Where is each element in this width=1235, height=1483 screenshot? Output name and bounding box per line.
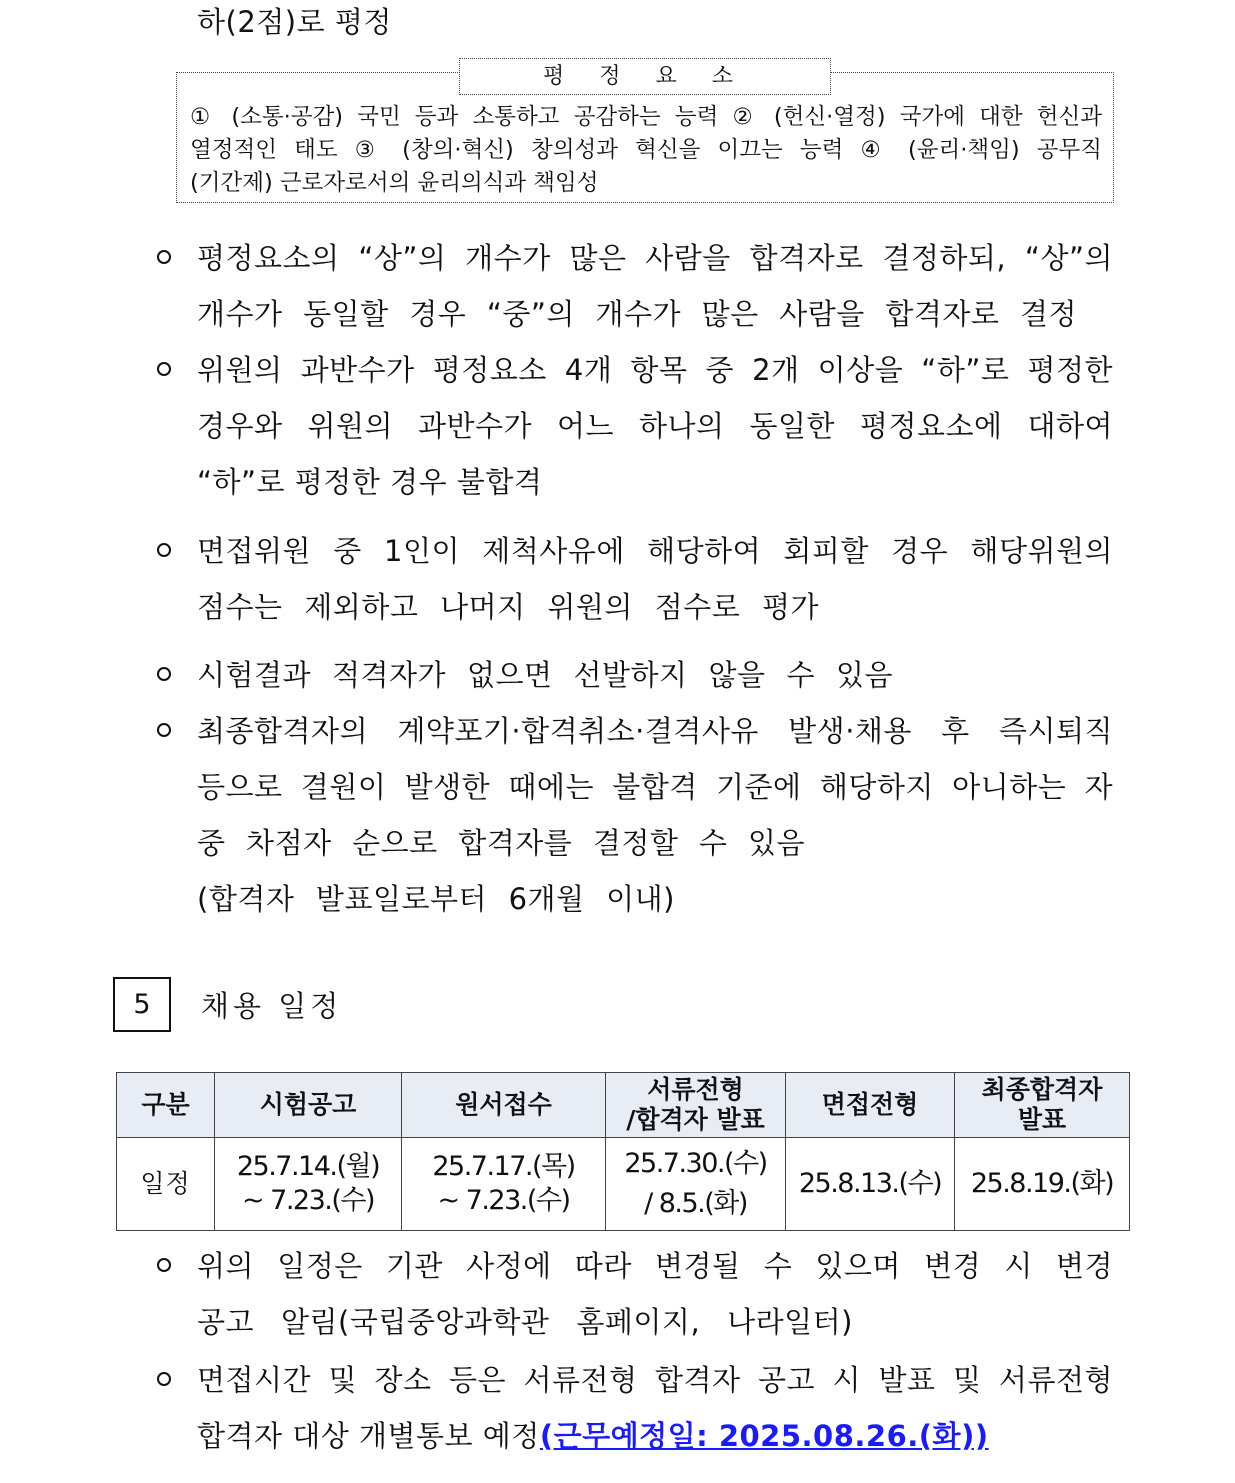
- table-header-cell: 시험공고: [215, 1073, 402, 1138]
- criteria-line: (기간제) 근로자로서의 윤리의식과 책임성: [190, 170, 599, 196]
- rule-text: “하”로 평정한 경우 불합격: [197, 465, 543, 499]
- note-text: 합격자 대상 개별통보 예정: [197, 1419, 540, 1453]
- table-cell: 25.8.13.(수): [786, 1138, 955, 1231]
- note-line: [197, 1414, 989, 1455]
- bullet-circle-icon: [157, 667, 171, 681]
- rule-text: 평정요소의 “상”의 개수가 많은 사람을 합격자로 결정하되, “상”의: [197, 241, 1113, 275]
- table-header-cell: 최종합격자 발표: [955, 1073, 1130, 1138]
- rule-text: 중 차점자 순으로 합격자를 결정할 수 있음: [197, 826, 805, 860]
- note-text: 위의 일정은 기관 사정에 따라 변경될 수 있으며 변경 시 변경: [197, 1249, 1113, 1283]
- rule-text: 최종합격자의 계약포기·합격취소·결격사유 발생·채용 후 즉시퇴직: [197, 714, 1113, 748]
- rule-text: 점수는 제외하고 나머지 위원의 점수로 평가: [197, 590, 819, 624]
- criteria-box-title: 평 정 요 소: [459, 58, 831, 95]
- rule-text: 면접위원 중 1인이 제척사유에 해당하여 회피할 경우 해당위원의: [197, 534, 1113, 568]
- bullet-circle-icon: [157, 543, 171, 557]
- table-header-cell: 구분: [117, 1073, 215, 1138]
- rule-text: 개수가 동일할 경우 “중”의 개수가 많은 사람을 합격자로 결정: [197, 297, 1077, 331]
- bullet-circle-icon: [157, 362, 171, 376]
- table-cell: 일정: [117, 1138, 215, 1231]
- grading-line: 하(2점)로 평정: [197, 5, 392, 39]
- criteria-line: ① (소통·공감) 국민 등과 소통하고 공감하는 능력 ② (헌신·열정) 국가에 대한 헌신과: [190, 104, 1102, 130]
- table-cell: 25.7.14.(월) ~ 7.23.(수): [215, 1138, 402, 1231]
- bullet-circle-icon: [157, 723, 171, 737]
- schedule-table: [116, 1072, 1130, 1231]
- rule-text: 위원의 과반수가 평정요소 4개 항목 중 2개 이상을 “하”로 평정한: [197, 353, 1113, 387]
- section-number: 5: [113, 977, 171, 1032]
- section-title: 채용 일정: [201, 989, 343, 1023]
- bullet-circle-icon: [157, 250, 171, 264]
- rule-text: 경우와 위원의 과반수가 어느 하나의 동일한 평정요소에 대하여: [197, 409, 1113, 443]
- table-cell: 25.7.17.(목) ~ 7.23.(수): [402, 1138, 606, 1231]
- table-cell: 25.7.30.(수) / 8.5.(화): [606, 1138, 786, 1231]
- table-header-cell: 면접전형: [786, 1073, 955, 1138]
- rule-text: 등으로 결원이 발생한 때에는 불합격 기준에 해당하지 아니하는 자: [197, 770, 1113, 804]
- work-start-date-link[interactable]: (근무예정일: 2025.08.26.(화)): [539, 1419, 989, 1453]
- rule-text: 시험결과 적격자가 없으면 선발하지 않을 수 있음: [197, 658, 893, 692]
- table-header-cell: 원서접수: [402, 1073, 606, 1138]
- bullet-circle-icon: [157, 1372, 171, 1386]
- note-text: 면접시간 및 장소 등은 서류전형 합격자 공고 시 발표 및 서류전형: [197, 1363, 1113, 1397]
- table-header-cell: 서류전형 /합격자 발표: [606, 1073, 786, 1138]
- table-row: [117, 1138, 1130, 1231]
- table-header-row: [117, 1073, 1130, 1138]
- criteria-line: 열정적인 태도 ③ (창의·혁신) 창의성과 혁신을 이끄는 능력 ④ (윤리·책임) 공무직: [190, 137, 1102, 163]
- rule-text: (합격자 발표일로부터 6개월 이내): [197, 882, 675, 916]
- table-cell: 25.8.19.(화): [955, 1138, 1130, 1231]
- bullet-circle-icon: [157, 1258, 171, 1272]
- note-text: 공고 알림(국립중앙과학관 홈페이지, 나라일터): [197, 1305, 853, 1339]
